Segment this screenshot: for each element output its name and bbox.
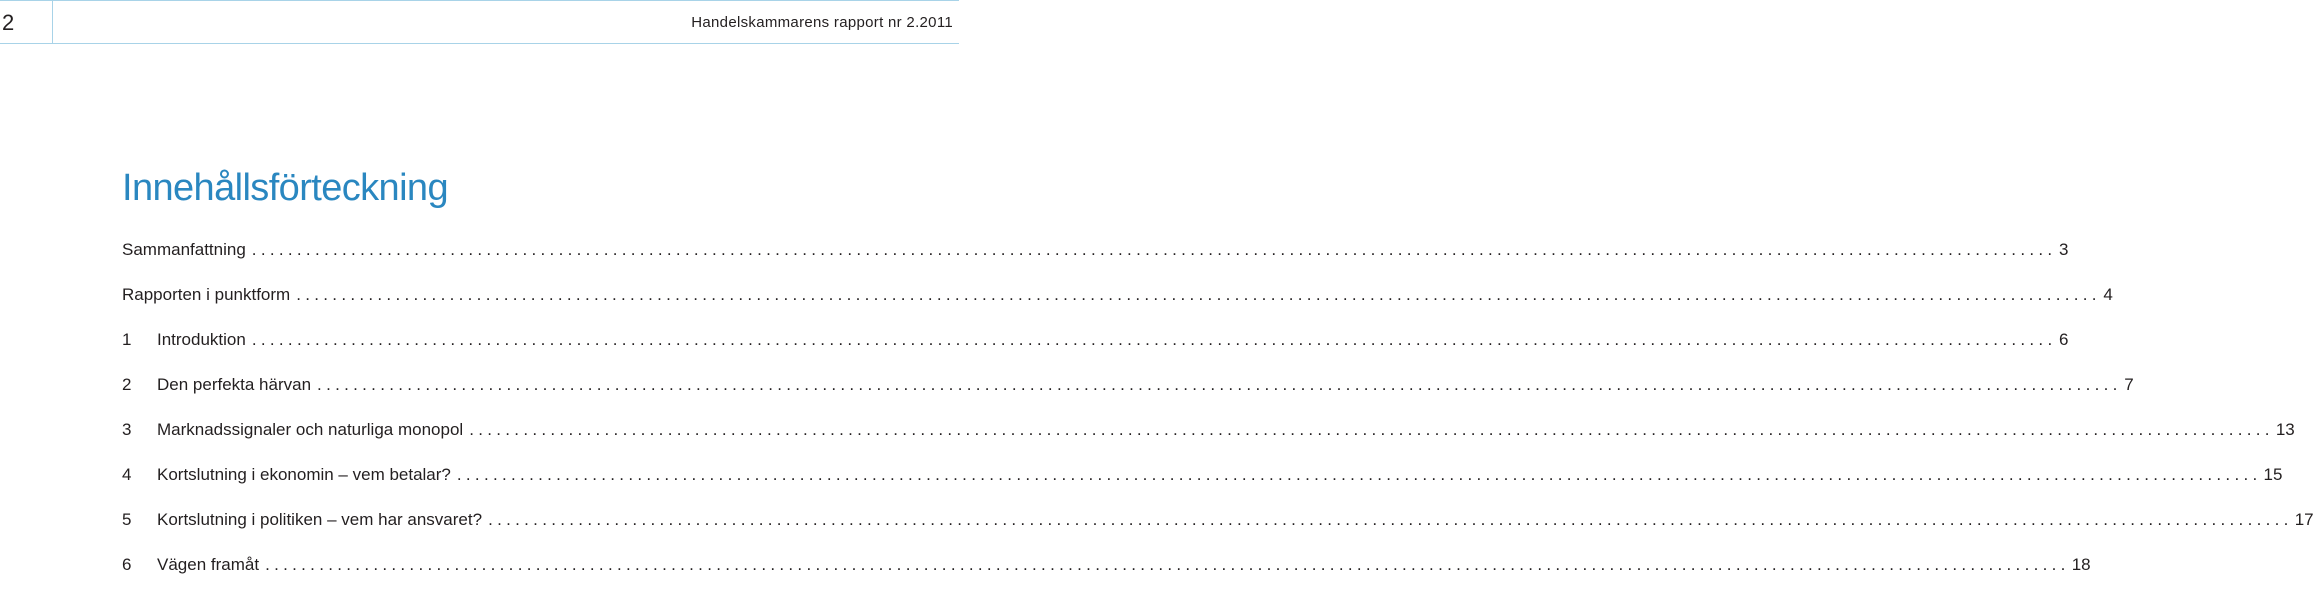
toc-entry-text: Den perfekta härvan: [157, 375, 312, 394]
toc-entry-text: Sammanfattning: [122, 240, 246, 259]
toc-entry-text: Kortslutning i politiken – vem har ansvaret?: [157, 510, 483, 529]
page-number: 2: [2, 10, 15, 35]
report-name: Handelskammarens rapport nr 2.2011: [691, 14, 953, 31]
toc-entry-3[interactable]: [122, 416, 2295, 461]
toc-leader-dots: ........................................................................................................................................................................................................: [488, 510, 2293, 529]
toc-leader-dots: ........................................................................................................................................................................................................: [456, 465, 2262, 484]
toc-entry-rapporten[interactable]: [122, 281, 2113, 326]
toc-entry-page: 6: [2059, 330, 2069, 349]
header-top-rule: [0, 0, 959, 1]
toc-entry-text: Introduktion: [157, 330, 246, 349]
header-bottom-rule: [0, 43, 959, 44]
toc-title: Innehållsförteckning: [122, 167, 448, 209]
toc-entry-number: 3: [122, 420, 132, 439]
toc-entry-page: 3: [2058, 240, 2069, 259]
toc-list: [122, 236, 2314, 596]
toc-leader-dots: ........................................................................................................................................................................................................: [317, 375, 2122, 394]
toc-entry-page: 18: [2071, 555, 2091, 574]
toc-leader-dots: ........................................................................................................................................................................................................: [251, 240, 2057, 259]
toc-entry-page: 4: [2103, 285, 2113, 304]
toc-entry-number: 5: [122, 510, 132, 529]
toc-entry-text: Rapporten i punktform: [122, 285, 291, 304]
toc-entry-page: 15: [2263, 465, 2283, 484]
toc-entry-number: 4: [122, 465, 132, 484]
header-divider: [52, 0, 53, 44]
toc-entry-5[interactable]: [122, 506, 2314, 551]
toc-entry-sammanfattning[interactable]: [122, 236, 2069, 281]
toc-leader-dots: ........................................................................................................................................................................................................: [296, 285, 2101, 304]
toc-leader-dots: ........................................................................................................................................................................................................: [265, 555, 2070, 574]
toc-entry-number: 2: [122, 375, 132, 394]
toc-entry-text: Vägen framåt: [157, 555, 260, 574]
toc-entry-2[interactable]: [122, 371, 2134, 416]
toc-leader-dots: ........................................................................................................................................................................................................: [251, 330, 2057, 349]
toc-entry-number: 6: [122, 555, 132, 574]
toc-entry-text: Kortslutning i ekonomin – vem betalar?: [157, 465, 451, 484]
toc-entry-page: 7: [2124, 375, 2134, 394]
toc-entry-number: 1: [122, 330, 132, 349]
toc-entry-4[interactable]: [122, 461, 2283, 506]
toc-entry-text: Marknadssignaler och naturliga monopol: [157, 420, 464, 439]
toc-entry-6[interactable]: [122, 551, 2091, 596]
toc-leader-dots: ........................................................................................................................................................................................................: [469, 420, 2274, 439]
toc-entry-page: 17: [2294, 510, 2314, 529]
toc-entry-1[interactable]: [122, 326, 2069, 371]
toc-entry-page: 13: [2275, 420, 2295, 439]
